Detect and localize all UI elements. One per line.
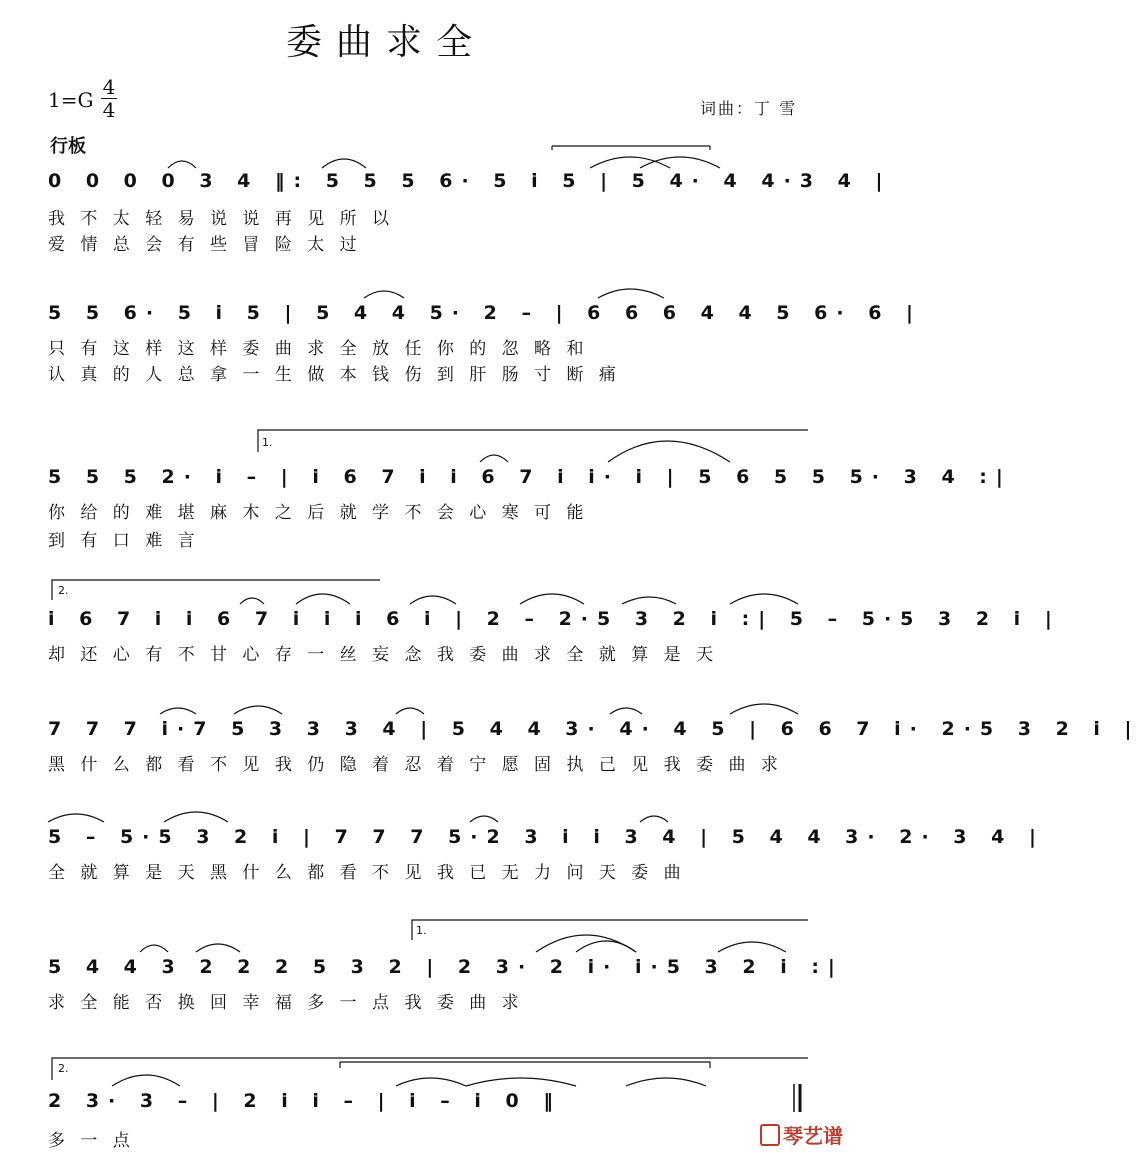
volta-label-second: 2. xyxy=(58,584,69,597)
lyric-row-8: 多 一 点 xyxy=(48,1131,135,1151)
tie-bracket-ends xyxy=(552,146,710,150)
brand-logo-icon xyxy=(760,1124,780,1146)
slur xyxy=(396,708,424,714)
slur xyxy=(610,708,642,714)
slur xyxy=(622,597,676,604)
volta-label-second: 2. xyxy=(58,1062,69,1075)
notation-row-3: 5 5 5 2· i – | i 6 7 i i 6 7 i i· i | 5 6 5 5 5· 3 4 :| xyxy=(48,466,1012,488)
lyric-row-7: 求 全 能 否 换 回 幸 福 多 一 点 我 委 曲 求 xyxy=(48,993,524,1013)
notation-row-5: 7 7 7 i·7 5 3 3 3 4 | 5 4 4 3· 4· 4 5 | 6 6 7 i· 2·5 3 2 i | xyxy=(48,718,1141,740)
slur xyxy=(140,945,168,952)
lyric-row-4: 却 还 心 有 不 甘 心 存 一 丝 妄 念 我 委 曲 求 全 就 算 是 天 xyxy=(48,645,719,665)
slur xyxy=(640,157,720,168)
volta-bracket-second xyxy=(52,580,380,600)
notation-row-7: 5 4 4 3 2 2 2 5 3 2 | 2 3· 2 i· i·5 3 2 i :| xyxy=(48,956,844,978)
slur xyxy=(160,708,196,714)
volta-bracket-second xyxy=(52,1058,808,1080)
slur xyxy=(296,594,350,604)
tie-bracket-ends xyxy=(340,1062,710,1068)
brand-logo xyxy=(760,1120,843,1149)
volta-bracket-first xyxy=(412,920,808,940)
slur xyxy=(168,161,196,168)
slur xyxy=(234,706,282,714)
tempo-marking: 行板 xyxy=(50,136,86,157)
volta-label-first: 1. xyxy=(416,924,427,937)
notation-row-1: 0 0 0 0 3 4 ‖: 5 5 5 6· 5 i 5 | 5 4· 4 4·3 4 | xyxy=(48,170,892,192)
slur xyxy=(590,157,670,168)
slur xyxy=(480,455,508,462)
lyric-row-6: 全 就 算 是 天 黑 什 么 都 看 不 见 我 已 无 力 问 天 委 曲 xyxy=(48,863,686,883)
lyric-row-1-verse-1: 我 不 太 轻 易 说 说 再 见 所 以 xyxy=(48,209,395,229)
slur xyxy=(364,291,404,298)
lyric-row-3-verse-2: 到 有 口 难 言 xyxy=(48,531,200,551)
time-signature-bottom: 4 xyxy=(102,98,116,122)
slur xyxy=(608,441,730,462)
slur xyxy=(730,704,798,714)
slur xyxy=(48,814,104,822)
song-title: 委曲求全 xyxy=(286,22,487,63)
brand-logo-text: 琴艺谱 xyxy=(783,1124,843,1148)
slur xyxy=(466,1078,576,1086)
slur xyxy=(322,159,366,168)
lyric-row-3-verse-1: 你 给 的 难 堪 麻 木 之 后 就 学 不 会 心 寒 可 能 xyxy=(48,503,589,523)
lyric-row-5: 黑 什 么 都 看 不 见 我 仍 隐 着 忍 着 宁 愿 固 执 己 见 我 委 曲 求 xyxy=(48,755,783,775)
slur xyxy=(396,1078,466,1086)
credit: 词曲：丁 雪 xyxy=(700,99,798,118)
slur xyxy=(196,944,240,952)
slur xyxy=(576,941,636,952)
lyric-row-2-verse-1: 只 有 这 样 这 样 委 曲 求 全 放 任 你 的 忽 略 和 xyxy=(48,339,589,359)
slur xyxy=(520,594,584,604)
slur xyxy=(164,812,228,822)
lyric-row-1-verse-2: 爱 情 总 会 有 些 冒 险 太 过 xyxy=(48,235,362,255)
lyric-row-2-verse-2: 认 真 的 人 总 拿 一 生 做 本 钱 伤 到 肝 肠 寸 断 痛 xyxy=(48,365,621,385)
notation-row-4: i 6 7 i i 6 7 i i i 6 i | 2 – 2·5 3 2 i :| 5 – 5·5 3 2 i | xyxy=(48,608,1061,630)
volta-bracket-first xyxy=(258,430,808,452)
notation-row-8: 2 3· 3 – | 2 i i – | i – i 0 ‖ xyxy=(48,1090,562,1112)
slur xyxy=(718,942,786,952)
notation-row-2: 5 5 6· 5 i 5 | 5 4 4 5· 2 – | 6 6 6 4 4 5 6· 6 | xyxy=(48,302,922,324)
notation-row-6: 5 – 5·5 3 2 i | 7 7 7 5·2 3 i i 3 4 | 5 4 4 3· 2· 3 4 | xyxy=(48,826,1045,848)
time-signature-top: 4 xyxy=(102,75,116,99)
volta-label-first: 1. xyxy=(262,436,273,449)
key-signature: 1=G xyxy=(48,88,94,112)
slur xyxy=(640,816,668,822)
slur xyxy=(112,1075,180,1086)
slur xyxy=(240,598,264,604)
slur xyxy=(410,596,456,604)
slur xyxy=(626,1078,706,1086)
slur xyxy=(730,594,798,604)
slur xyxy=(470,816,498,822)
slur xyxy=(598,289,664,298)
